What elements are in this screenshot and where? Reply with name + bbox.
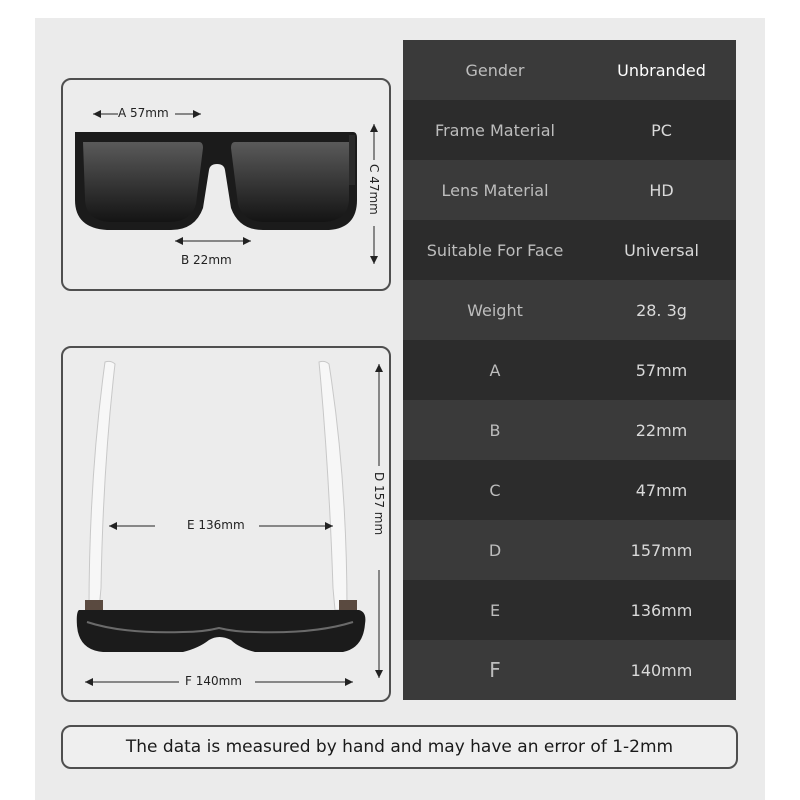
spec-value: 47mm bbox=[635, 480, 688, 500]
spec-row-weight bbox=[403, 280, 736, 340]
spec-label: C bbox=[489, 480, 501, 500]
spec-label: Weight bbox=[467, 300, 523, 320]
spec-row-a bbox=[403, 340, 736, 400]
dimension-b-label: B 22mm bbox=[181, 253, 232, 267]
top-view-panel bbox=[61, 346, 391, 702]
dimension-e-label: E 136mm bbox=[187, 518, 245, 532]
dimension-f-label: F 140mm bbox=[185, 674, 242, 688]
spec-label: B bbox=[489, 420, 501, 440]
spec-value: Unbranded bbox=[617, 60, 706, 80]
spec-label: F bbox=[489, 658, 501, 682]
measurement-note: The data is measured by hand and may have an error of 1-2mm bbox=[61, 725, 738, 769]
dimension-c-label: C 47mm bbox=[367, 164, 381, 215]
spec-table bbox=[403, 40, 736, 700]
front-view-panel bbox=[61, 78, 391, 291]
spec-row-frame-material bbox=[403, 100, 736, 160]
spec-row-e bbox=[403, 580, 736, 640]
spec-value: Universal bbox=[624, 240, 699, 260]
spec-row-lens-material bbox=[403, 160, 736, 220]
spec-row-gender bbox=[403, 40, 736, 100]
spec-value: HD bbox=[649, 180, 674, 200]
spec-label: E bbox=[489, 600, 501, 620]
spec-label: A bbox=[489, 360, 501, 380]
spec-label: Lens Material bbox=[441, 180, 549, 200]
spec-value: 22mm bbox=[635, 420, 688, 440]
spec-value: 136mm bbox=[630, 600, 693, 620]
spec-label: Frame Material bbox=[435, 120, 555, 140]
dimension-a-label: A 57mm bbox=[118, 106, 169, 120]
spec-row-b bbox=[403, 400, 736, 460]
spec-row-d bbox=[403, 520, 736, 580]
spec-value: 28. 3g bbox=[636, 300, 687, 320]
spec-label: Suitable For Face bbox=[426, 240, 564, 260]
spec-row-c bbox=[403, 460, 736, 520]
spec-value: 57mm bbox=[635, 360, 688, 380]
dimension-d-label: D 157 mm bbox=[372, 472, 386, 536]
spec-value: 140mm bbox=[630, 660, 693, 680]
spec-row-suitable-for-face bbox=[403, 220, 736, 280]
spec-row-f bbox=[403, 640, 736, 700]
spec-label: D bbox=[488, 540, 502, 560]
spec-label: Gender bbox=[465, 60, 525, 80]
spec-value: 157mm bbox=[630, 540, 693, 560]
spec-value: PC bbox=[651, 120, 672, 140]
